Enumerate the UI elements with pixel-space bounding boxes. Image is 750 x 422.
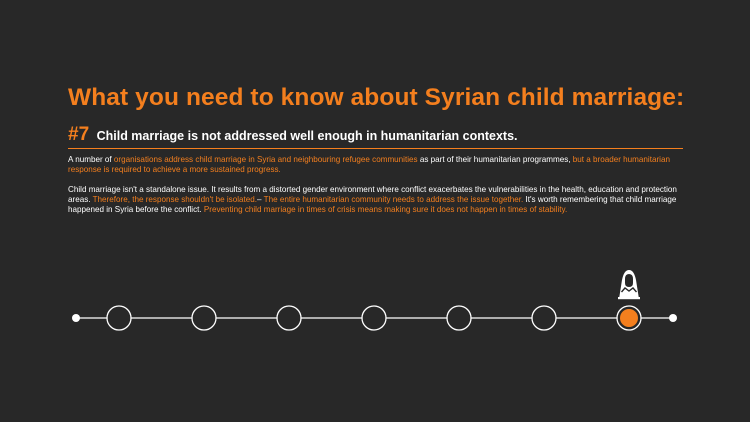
paragraph-2-segment-1: Child marriage isn't a standalone issue. It results from a distorted gender environment where conflict exacerbates the vulnerabilities in the health, education and protection areas. [68,185,677,204]
paragraph-1-segment-2: organisations address child marriage in Syria and neighbouring refugee communities [113,155,418,164]
paragraph-2-segment-3: – [257,195,264,204]
paragraph-1-segment-4: but a broader humanitarian response is required to achieve a more sustained progress. [68,155,670,174]
fact-number: #7 [68,124,90,145]
timeline-step-5 [447,306,471,330]
paragraph-1-segment-3: as part of their humanitarian programmes, [417,155,573,164]
veiled-woman-icon [618,270,640,299]
timeline-step-2 [192,306,216,330]
subheading [68,124,683,149]
page-title: What you need to know about Syrian child marriage: [68,84,685,111]
timeline-step-3 [277,306,301,330]
paragraph-1 [68,155,683,175]
timeline-start-dot [72,314,80,322]
timeline-current-step-fill [620,309,638,327]
subheading-text: Child marriage is not addressed well enough in humanitarian contexts. [96,129,518,143]
paragraph-2-segment-6: Preventing child marriage in times of crisis means making sure it does not happen in times of stability. [203,205,568,214]
timeline-step-4 [362,306,386,330]
paragraph-2-segment-2: Therefore, the response shouldn't be isolated. [92,195,258,204]
paragraph-2-segment-5: It's worth remembering that child marriage happened in Syria before the conflict. [68,195,677,214]
timeline-end-dot [669,314,677,322]
paragraph-2 [68,185,683,215]
timeline-step-1 [107,306,131,330]
paragraph-2-segment-4: The entire humanitarian community needs to address the issue together. [263,195,524,204]
timeline-step-6 [532,306,556,330]
progress-timeline [0,255,750,345]
paragraph-1-segment-1: A number of [68,155,114,164]
